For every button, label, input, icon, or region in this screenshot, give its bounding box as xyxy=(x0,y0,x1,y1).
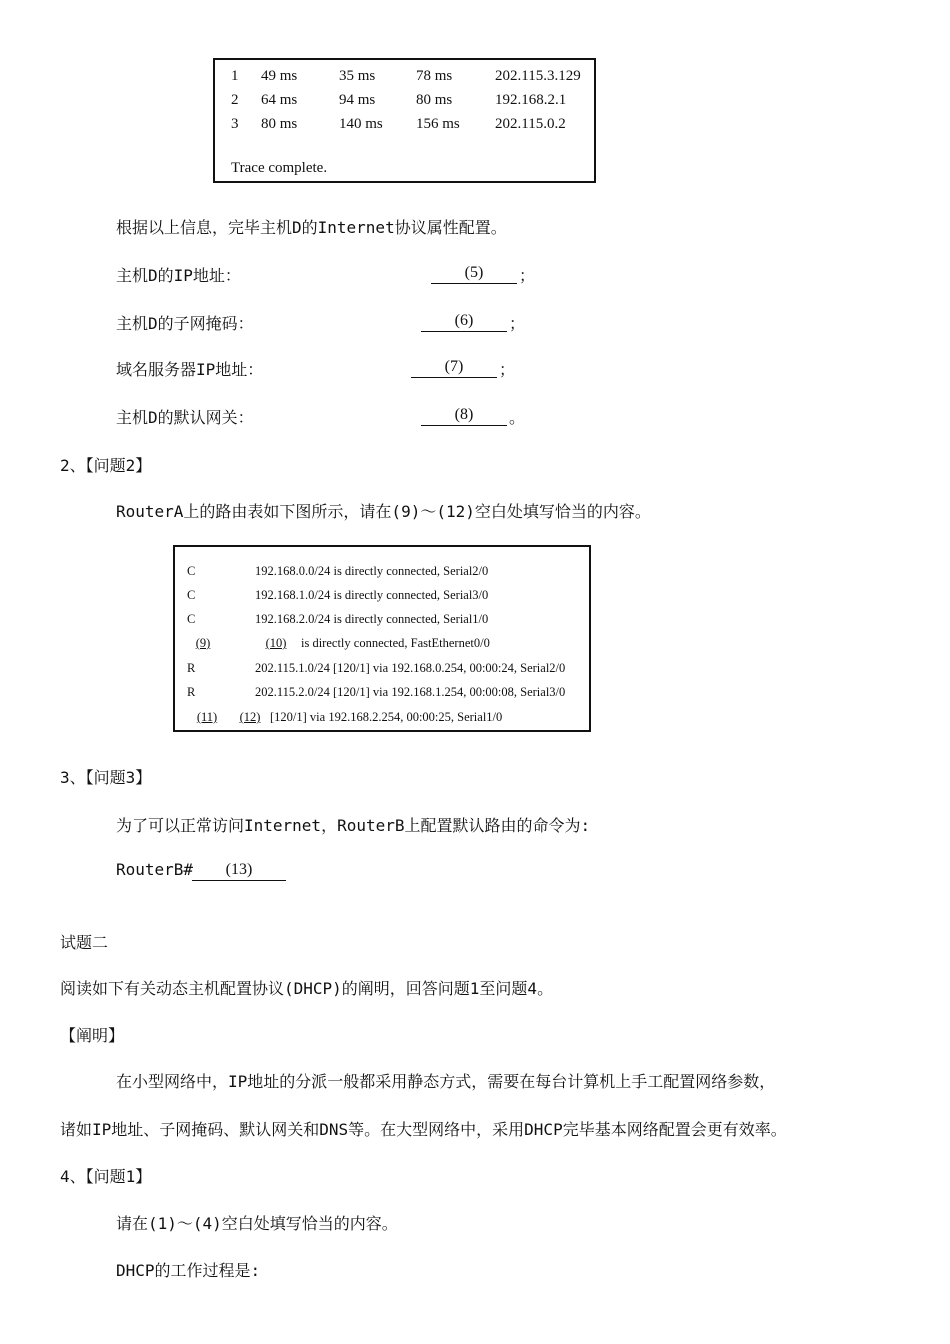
trace-ip: 202.115.3.129 xyxy=(495,68,581,84)
field-end: ； xyxy=(519,266,536,285)
route-blank: (12) xyxy=(239,710,261,724)
answer-blank: (7) xyxy=(411,357,497,378)
question-text: 为了可以正常访问Internet，RouterB上配置默认路由的命令为: xyxy=(116,816,591,835)
route-entry: 202.115.2.0/24 [120/1] via 192.168.1.254, 00:00:08, Serial3/0 xyxy=(255,685,566,699)
route-code: C xyxy=(187,588,196,602)
field-end: ； xyxy=(509,314,526,333)
answer-blank: (8) xyxy=(421,405,507,426)
route-entry: 192.168.2.0/24 is directly connected, Serial1/0 xyxy=(255,612,489,626)
trace-complete: Trace complete. xyxy=(231,160,328,176)
trace-time: 94 ms xyxy=(339,92,376,108)
field-label-gateway: 主机D的默认网关： xyxy=(116,408,254,427)
intro-text: 根据以上信息，完毕主机D的Internet协议属性配置。 xyxy=(116,218,507,237)
route-code: C xyxy=(187,564,196,578)
field-label-mask: 主机D的子网掩码： xyxy=(116,314,254,333)
trace-ip: 202.115.0.2 xyxy=(495,116,566,132)
field-label-dns: 域名服务器IP地址： xyxy=(116,360,264,379)
route-blank: (9) xyxy=(195,636,211,650)
router-prompt: RouterB# xyxy=(116,860,194,879)
section-title: 试题二 xyxy=(60,933,109,952)
route-code: R xyxy=(187,685,196,699)
trace-time: 64 ms xyxy=(261,92,298,108)
trace-time: 156 ms xyxy=(416,116,460,132)
trace-ip: 192.168.2.1 xyxy=(495,92,567,108)
trace-hop: 2 xyxy=(231,92,239,108)
routing-table-box xyxy=(173,545,591,732)
trace-time: 80 ms xyxy=(261,116,298,132)
field-label-ip: 主机D的IP地址： xyxy=(116,266,241,285)
paragraph: 在小型网络中，IP地址的分派一般都采用静态方式，需要在每台计算机上手工配置网络参数， xyxy=(116,1072,776,1091)
route-blank: (10) xyxy=(265,636,287,650)
trace-hop: 3 xyxy=(231,116,239,132)
route-code: R xyxy=(187,661,196,675)
trace-hop: 1 xyxy=(231,68,239,84)
route-entry: [120/1] via 192.168.2.254, 00:00:25, Serial1/0 xyxy=(270,710,503,724)
question-text: 请在(1)～(4)空白处填写恰当的内容。 xyxy=(116,1214,398,1233)
route-entry: is directly connected, FastEthernet0/0 xyxy=(301,636,490,650)
question-heading: 3、【问题3】 xyxy=(60,768,152,787)
trace-time: 80 ms xyxy=(416,92,453,108)
note-heading: 【阐明】 xyxy=(60,1026,125,1045)
trace-time: 78 ms xyxy=(416,68,453,84)
trace-time: 35 ms xyxy=(339,68,376,84)
trace-time: 49 ms xyxy=(261,68,298,84)
route-entry: 202.115.1.0/24 [120/1] via 192.168.0.254, 00:00:24, Serial2/0 xyxy=(255,661,566,675)
question-heading: 4、【问题1】 xyxy=(60,1167,152,1186)
route-entry: 192.168.1.0/24 is directly connected, Serial3/0 xyxy=(255,588,489,602)
question-text: RouterA上的路由表如下图所示，请在(9)～(12)空白处填写恰当的内容。 xyxy=(116,502,651,521)
answer-blank: (6) xyxy=(421,311,507,332)
paragraph: 诸如IP地址、子网掩码、默认网关和DNS等。在大型网络中，采用DHCP完毕基本网络配置会更有效率。 xyxy=(60,1120,787,1139)
route-entry: 192.168.0.0/24 is directly connected, Serial2/0 xyxy=(255,564,489,578)
process-text: DHCP的工作过程是: xyxy=(116,1261,261,1280)
question-heading: 2、【问题2】 xyxy=(60,456,152,475)
route-code: C xyxy=(187,612,196,626)
answer-blank: (13) xyxy=(192,860,286,881)
section-intro: 阅读如下有关动态主机配置协议(DHCP)的阐明，回答问题1至问题4。 xyxy=(60,979,554,998)
trace-time: 140 ms xyxy=(339,116,383,132)
answer-blank: (5) xyxy=(431,263,517,284)
route-blank: (11) xyxy=(196,710,218,724)
field-end: 。 xyxy=(509,408,526,427)
field-end: ； xyxy=(499,360,516,379)
trace-output-box xyxy=(213,58,596,183)
